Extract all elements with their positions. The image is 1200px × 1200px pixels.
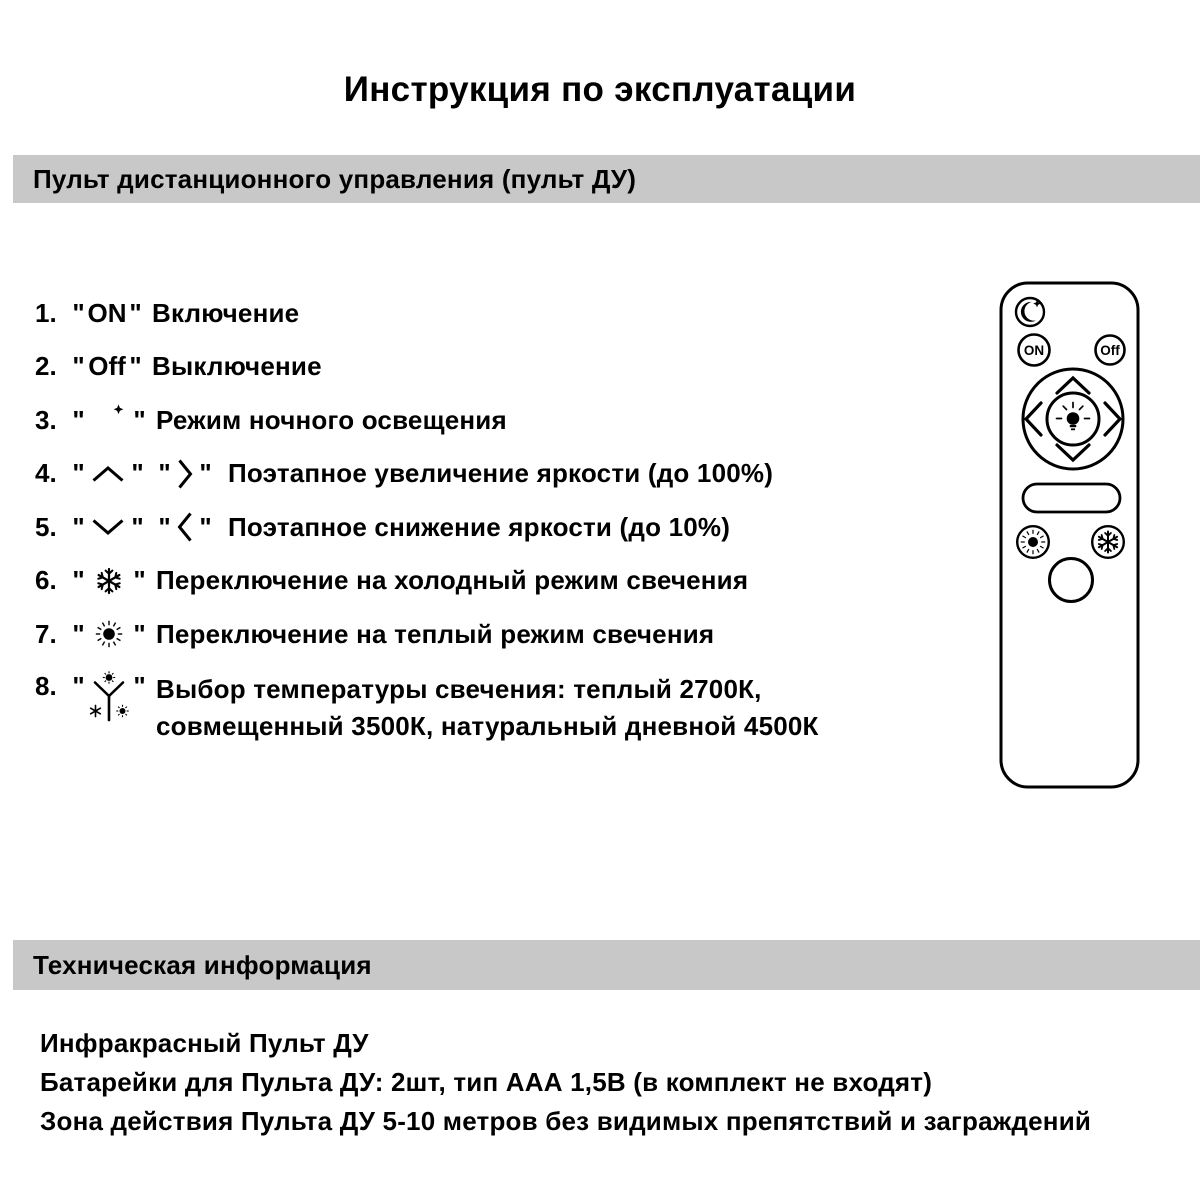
chevron-down-icon bbox=[85, 517, 131, 537]
quote-mark: " bbox=[158, 458, 171, 488]
quote-mark: " bbox=[199, 511, 212, 542]
svg-text:ON: ON bbox=[1023, 343, 1045, 358]
sun-icon bbox=[85, 618, 133, 650]
quote-mark: " bbox=[158, 511, 171, 542]
item-description: Переключение на холодный режим свечения bbox=[156, 565, 749, 595]
item-number: 1. bbox=[35, 297, 57, 328]
svg-text:Off: Off bbox=[1100, 343, 1120, 358]
quote-mark: " bbox=[133, 670, 146, 701]
temperature-select-icon bbox=[85, 671, 133, 723]
chevron-up-icon bbox=[85, 464, 131, 484]
quote-mark: " bbox=[129, 351, 142, 381]
quote-mark: " bbox=[133, 618, 146, 649]
quote-mark: " bbox=[133, 565, 146, 595]
feature-list bbox=[35, 296, 819, 764]
section-header-tech bbox=[13, 940, 1200, 990]
section-header-tech-label: Техническая информация bbox=[33, 949, 372, 980]
quote-mark: " bbox=[72, 351, 85, 381]
list-item-off bbox=[35, 350, 819, 384]
quote-mark: " bbox=[72, 458, 85, 488]
on-key-label: ON bbox=[87, 297, 127, 328]
item-description: Включение bbox=[152, 297, 300, 328]
quote-mark: " bbox=[72, 618, 85, 649]
list-item-brightness-down bbox=[35, 510, 819, 544]
list-item-night-mode bbox=[35, 403, 819, 437]
quote-mark: " bbox=[199, 458, 212, 488]
quote-mark: " bbox=[72, 670, 85, 701]
moon-icon bbox=[85, 403, 133, 437]
snowflake-icon bbox=[85, 566, 133, 596]
technical-info bbox=[40, 1024, 1091, 1141]
item-number: 5. bbox=[35, 511, 57, 542]
section-header-remote bbox=[13, 155, 1200, 203]
item-number: 2. bbox=[35, 351, 57, 381]
quote-mark: " bbox=[72, 297, 85, 328]
tech-line-remote-type: Инфракрасный Пульт ДУ bbox=[40, 1028, 369, 1058]
list-item-warm-mode bbox=[35, 617, 819, 651]
quote-mark: " bbox=[131, 511, 144, 542]
item-description: Режим ночного освещения bbox=[156, 404, 507, 435]
quote-mark: " bbox=[131, 458, 144, 488]
list-item-on bbox=[35, 296, 819, 330]
item-number: 8. bbox=[35, 670, 57, 701]
remote-control-illustration bbox=[995, 278, 1145, 792]
tech-line-batteries: Батарейки для Пульта ДУ: 2шт, тип ААА 1,5В (в комплект не входят) bbox=[40, 1067, 933, 1097]
item-description: Переключение на теплый режим свечения bbox=[156, 618, 715, 649]
tech-line-range: Зона действия Пульта ДУ 5-10 метров без видимых препятствий и заграждений bbox=[40, 1106, 1092, 1136]
item-description: Выключение bbox=[152, 351, 322, 381]
list-item-brightness-up bbox=[35, 457, 819, 491]
quote-mark: " bbox=[133, 404, 146, 435]
quote-mark: " bbox=[72, 404, 85, 435]
page-title: Инструкция по эксплуатации bbox=[343, 70, 857, 109]
quote-mark: " bbox=[72, 511, 85, 542]
section-header-remote-label: Пульт дистанционного управления (пульт ДУ) bbox=[33, 163, 637, 194]
item-number: 7. bbox=[35, 618, 57, 649]
list-item-cold-mode bbox=[35, 564, 819, 598]
item-description: Поэтапное снижение яркости (до 10%) bbox=[228, 511, 731, 542]
chevron-right-icon bbox=[171, 457, 199, 491]
off-key-label: Off bbox=[88, 351, 126, 381]
item-number: 4. bbox=[35, 458, 57, 488]
list-item-temperature-select bbox=[35, 671, 819, 745]
quote-mark: " bbox=[72, 565, 85, 595]
chevron-left-icon bbox=[171, 510, 199, 544]
warm-mode-button bbox=[1017, 526, 1049, 558]
item-description: Выбор температуры свечения: теплый 2700К, совмещенный 3500К, натуральный дневной 4500К bbox=[156, 673, 819, 741]
item-description: Поэтапное увеличение яркости (до 100%) bbox=[228, 458, 774, 488]
item-number: 6. bbox=[35, 565, 57, 595]
item-number: 3. bbox=[35, 404, 57, 435]
quote-mark: " bbox=[129, 297, 142, 328]
